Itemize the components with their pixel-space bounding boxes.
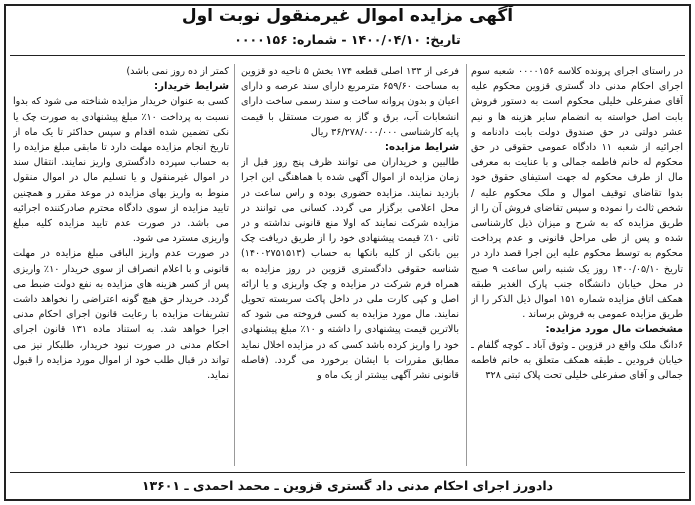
notice-title: آگهی مزایده اموال غیرمنقول نوبت اول xyxy=(181,6,514,26)
buyer-conditions-heading: شرایط خریدار: xyxy=(154,81,229,93)
notice-signature: دادورز اجرای احکام مدنی داد گستری قزوین ـ محمد احمدی ـ ۱۳۶۰۱ xyxy=(141,478,554,493)
default-conditions-paragraph: در صورت عدم واریز الباقی مبلغ مزایده در مهلت قانونی و با اعلام انصراف از سوی خریدار ۱۰٪ واریزی پس از کسر هزینه های مزایده به نفع دولت ضبط می گردد. خریدار حق هیچ گونه اعتراضی را نخواهد داشت تشریفات مزایده با رعایت قانون اجرای احکام مدنی اجرا خواهد شد. به استناد ماده ۱۳۱ قانون اجرای احکام مدنی در صورت نبود خریدار، طلبکار نیز می تواند در قبال طلب خود از اموال مورد مزایده را قبول نماید. xyxy=(13,248,229,382)
buyer-conditions-paragraph: کسی به عنوان خریدار مزایده شناخته می شود که بدوا نسبت به پرداخت ۱۰٪ مبلغ پیشنهادی به صورت چک یا نکی تضمین شده اقدام و سپس حداکثر تا یک ماه از تاریخ انجام مزایده مهلت دارد تا مابقی مبلغ مزایده را به حساب سپرده دادگستری واریز نمایند. انتقال سند در اموال غیرمنقول و یا تسلیم مال در اموال منقول منوط به واریز بهای مزایده در موعد مقرر و همچنین تایید مزایده از سوی دادگاه محترم صادرکننده اجرائیه می باشد. در صورت عدم تایید مزایده کلیه مبلغ واریزی مسترد می شود. xyxy=(13,96,229,245)
header-divider xyxy=(10,55,685,56)
column-divider-left xyxy=(234,64,235,466)
intro-paragraph: در راستای اجرای پرونده کلاسه ۰۰۰۰۱۵۶ شعبه سوم اجرای احکام مدنی داد گستری قزوین محکوم علیه آقای صفرعلی خلیلی محکوم است به دستور فروش بابت اصل خواسته به انضمام سایر هزینه ها و نیم عشر دولتی در حق صندوق دولت بابت دادنامه و اجرائیه از شعبه ۱۱ دادگاه عمومی حقوقی در حق محکوم له خانم فاطمه جمالی و با عنایت به معرفی مال از طرف محکوم له جهت استیفای حقوق خود بدوا تقاضای توقیف اموال و ملک محکوم علیه / شخص ثالث را نموده و سپس تقاضای فروش آن را از طریق مزایده که به شرح و میزان ذیل کارشناسی شده و پس از طی مراحل قانونی و عدم پرداخت محکوم به توسط محکوم علیه این اجرا قصد دارد در تاریخ ۱۴۰۰/۰۵/۱۰ روز یک شنبه راس ساعت ۹ صبح در محل خیابان دانشگاه جنب پارک الغدیر طبقه همکف اتاق مزایده شماره ۱۵۱ اموال ذیل الذکر را از طریق مزایده عمومی به فروش برساند . xyxy=(471,66,683,321)
column-middle xyxy=(241,64,459,466)
property-spec-paragraph: ۶دانگ ملک واقع در قزوین ـ وثوق آباد ـ کوچه گلفام ـ خیابان فرودین ـ طبقه همکف متعلق به خانم فاطمه جمالی و آقای صفرعلی خلیلی تحت پلاک ثبتی ۳۲۸ xyxy=(471,339,683,382)
column-divider-right xyxy=(466,64,467,466)
auction-conditions-paragraph: طالبین و خریداران می توانند ظرف پنج روز قبل از زمان مزایده از اموال آگهی شده با هماهنگی این اجرا بازدید نمایند. مزایده حضوری بوده و راس ساعت در محل اعلامی برگزار می گردد. کسانی می توانند در مزایده شرکت نمایند که اولا منع قانونی نداشته و در ثانی ۱۰٪ قیمت پیشنهادی خود را از طریق دریافت چک بین بانکی از کلیه بانکها به حساب (۱۴۰۰۲۷۵۱۵۱۳) شناسه حقوقی دادگستری قزوین در روز مزایده به همراه فرم شرکت در مزایده و چک واریزی و یا ارائه اصل و کپی کارت ملی در داخل پاکت سربسته تحویل نمایند. مال مورد مزایده به کسی فروخته می شود که بالاترین قیمت پیشنهادی را داشته و ۱۰٪ مبلغ پیشنهادی خود را واریز کرده باشد کسی که در مزایده اخلال نماید مطابق مقررات با ایشان برخورد می گردد. (فاصله قانونی نشر آگهی بیشتر از یک ماه و xyxy=(241,157,459,382)
notice-date-number: تاریخ: ۱۴۰۰/۰۴/۱۰ - شماره: ۰۰۰۰۱۵۶ xyxy=(234,32,461,47)
property-spec-heading: مشخصات مال مورد مزایده: xyxy=(545,324,683,336)
footer-divider xyxy=(10,472,685,473)
notice-period-paragraph: کمتر از ده روز نمی باشد) xyxy=(126,66,229,77)
column-left xyxy=(13,64,229,466)
property-details-paragraph: فرعی از ۱۳۳ اصلی قطعه ۱۷۴ بخش ۵ ناحیه دو قزوین به مساحت ۶۵۹/۶۰ مترمربع دارای سند عرصه و دارای اعیان و بدون پروانه ساخت و سند رسمی ساخت دارای انشعابات آب، برق و گاز به صورت مستقل با قیمت پایه کارشناسی ۳۶/۲۷۸/۰۰۰/۰۰۰ ریال xyxy=(241,66,459,138)
auction-conditions-heading: شرایط مزایده: xyxy=(384,142,459,154)
column-right xyxy=(471,64,683,466)
